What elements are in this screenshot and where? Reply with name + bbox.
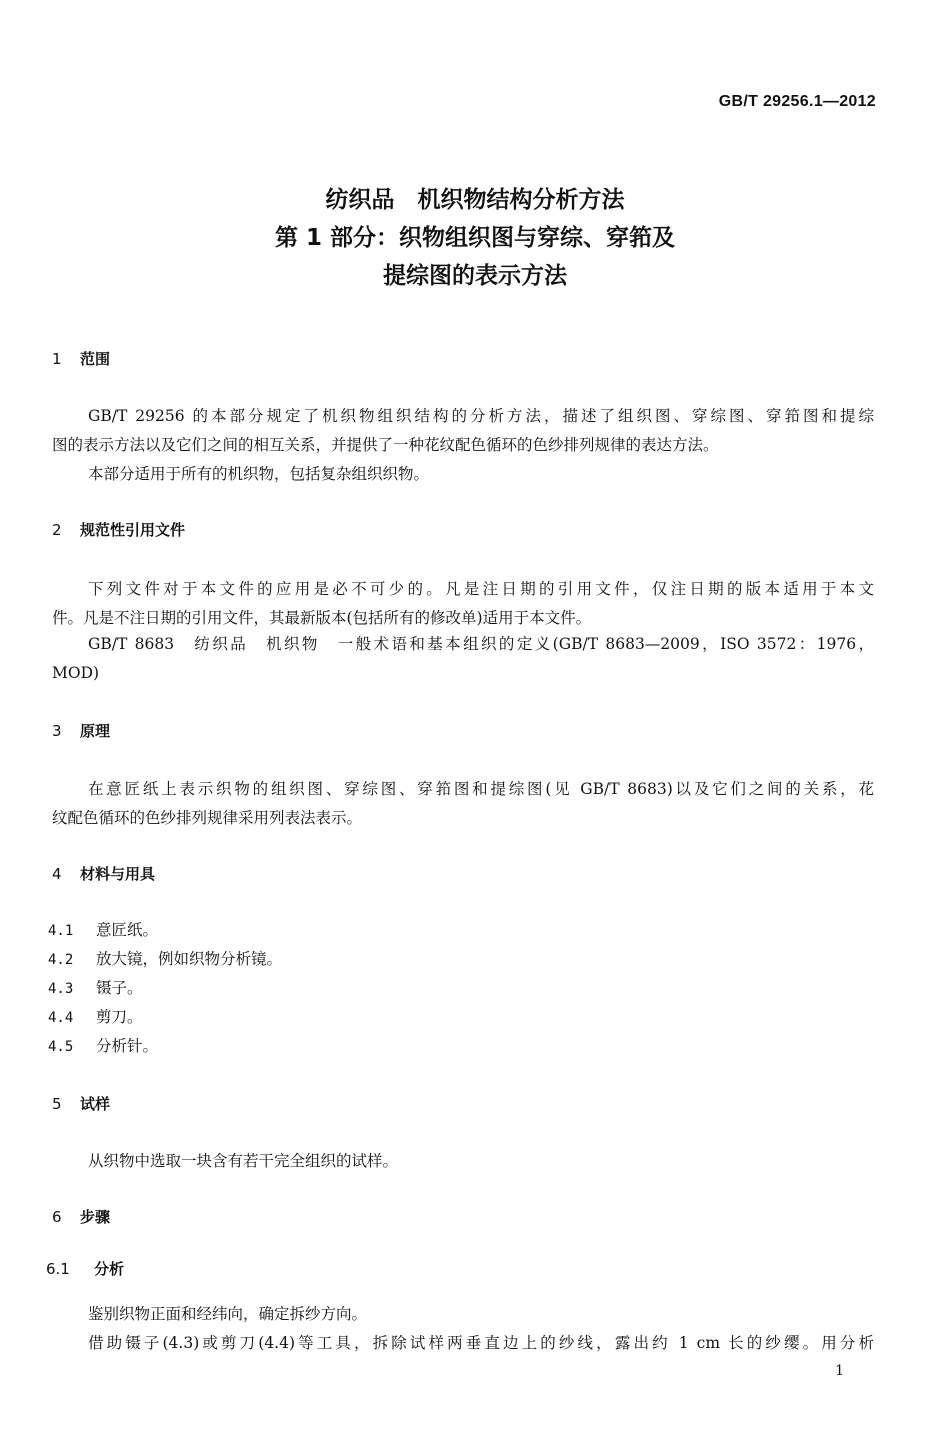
title-line-3: 提综图的表示方法 (383, 263, 567, 289)
subsection-6-1-heading (46, 1258, 124, 1279)
section-1-paragraph-2: 本部分适用于所有的机织物，包括复杂组织织物。 (88, 465, 430, 483)
item-text: 分析针。 (96, 1037, 159, 1055)
item-text: 镊子。 (96, 979, 143, 997)
list-item (48, 976, 143, 998)
section-5-heading (52, 1093, 110, 1114)
text-line: 图的表示方法以及它们之间的相互关系，并提供了一种花纹配色循环的色纱排列规律的表达方法。 (52, 436, 719, 454)
list-item (48, 918, 158, 940)
section-5-paragraph-1: 从织物中选取一块含有若干完全组织的试样。 (88, 1152, 399, 1170)
text-line: GB/T 8683 纺织品 机织物 一般术语和基本组织的定义(GB/T 8683—2009，ISO 3572：1976， (88, 635, 874, 653)
subsection-6-1-paragraph-2 (52, 1329, 874, 1358)
section-1-paragraph-1 (52, 402, 874, 460)
item-number: 4.5 (48, 1039, 74, 1055)
text-line: 件。凡是不注日期的引用文件，其最新版本(包括所有的修改单)适用于本文件。 (52, 609, 592, 627)
section-4-heading (52, 863, 155, 884)
list-item (48, 1005, 143, 1027)
text-line: GB/T 29256 的本部分规定了机织物组织结构的分析方法，描述了组织图、穿综图、穿筘图和提综 (88, 407, 874, 425)
item-number: 4.4 (48, 1010, 74, 1026)
section-3-paragraph-1 (52, 775, 874, 833)
text-line: MOD) (52, 664, 100, 682)
item-number: 4.3 (48, 981, 74, 997)
section-title: 范围 (80, 350, 111, 368)
section-2-heading (52, 519, 185, 540)
section-number: 3 (52, 722, 62, 740)
section-number: 5 (52, 1095, 62, 1113)
subsection-title: 分析 (94, 1260, 125, 1278)
item-text: 剪刀。 (96, 1008, 143, 1026)
item-number: 4.2 (48, 952, 74, 968)
section-number: 6 (52, 1208, 62, 1226)
section-number: 4 (52, 865, 62, 883)
page-number: 1 (835, 1363, 844, 1379)
title-line-2: 第 1 部分：织物组织图与穿综、穿筘及 (274, 225, 676, 251)
item-number: 4.1 (48, 923, 74, 939)
section-3-heading (52, 720, 110, 741)
subsection-number: 6.1 (46, 1260, 70, 1278)
item-text: 意匠纸。 (96, 921, 159, 939)
item-text: 放大镜，例如织物分析镜。 (96, 950, 283, 968)
standard-code: GB/T 29256.1—2012 (718, 93, 876, 110)
text-line: 下列文件对于本文件的应用是必不可少的。凡是注日期的引用文件，仅注日期的版本适用于本文 (88, 580, 874, 598)
title-line-1: 纺织品 机织物结构分析方法 (325, 187, 625, 213)
normative-reference (52, 630, 874, 688)
text-line: 借助镊子(4.3)或剪刀(4.4)等工具，拆除试样两垂直边上的纱线，露出约 1 cm 长的纱缨。用分析 (88, 1334, 874, 1352)
section-6-heading (52, 1206, 110, 1227)
section-title: 试样 (80, 1095, 111, 1113)
subsection-6-1-paragraph-1: 鉴别织物正面和经纬向，确定拆纱方向。 (88, 1305, 368, 1323)
section-title: 原理 (80, 722, 111, 740)
section-2-paragraph-1 (52, 575, 874, 633)
section-title: 规范性引用文件 (80, 521, 186, 539)
document-title (0, 181, 950, 295)
section-number: 1 (52, 350, 62, 368)
text-line: 在意匠纸上表示织物的组织图、穿综图、穿筘图和提综图(见 GB/T 8683)以及它们之间的关系，花 (88, 780, 874, 798)
list-item (48, 1034, 158, 1056)
section-title: 步骤 (80, 1208, 111, 1226)
section-number: 2 (52, 521, 62, 539)
text-line: 纹配色循环的色纱排列规律采用列表法表示。 (52, 809, 363, 827)
list-item (48, 947, 282, 969)
section-title: 材料与用具 (80, 865, 156, 883)
section-1-heading (52, 348, 110, 369)
